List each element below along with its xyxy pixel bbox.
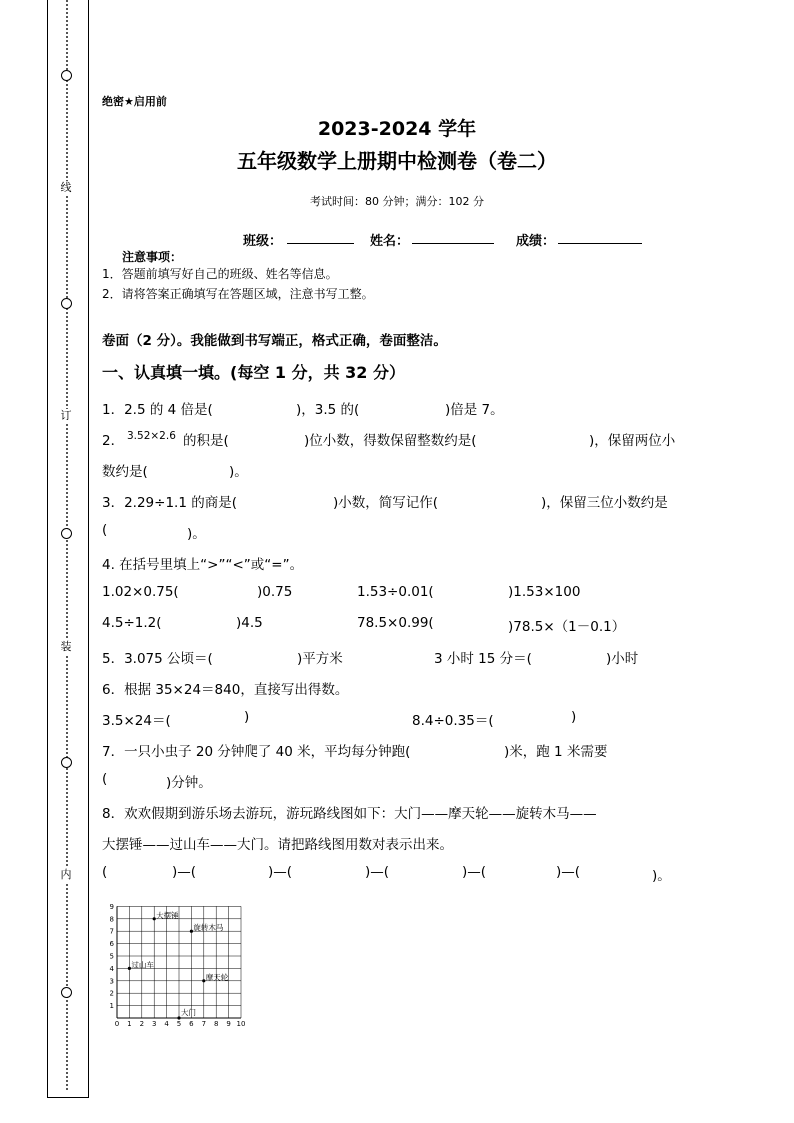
q7-part-b: )米，跑 1 米需要: [504, 744, 608, 760]
binding-char-nei: 内: [58, 868, 74, 882]
q1-part-c: )倍是 7。: [445, 402, 504, 418]
x-tick-label: 4: [164, 1020, 169, 1028]
q8-line2: 大摆锤——过山车——大门。请把路线图用数对表示出来。: [102, 837, 453, 853]
class-field[interactable]: [287, 243, 354, 244]
binding-char-zhuang: 装: [58, 640, 74, 654]
binding-circle: [61, 70, 72, 81]
q4-item: )78.5×（1－0.1）: [508, 619, 626, 635]
route-point-label: 过山车: [131, 960, 154, 970]
page-title-year: 2023-2024 学年: [317, 118, 477, 140]
q1-part-b: )，3.5 的(: [296, 402, 360, 418]
q3-part-c: )，保留三位小数约是: [541, 495, 668, 511]
q2-part-b: )位小数，得数保留整数约是(: [304, 433, 477, 449]
q4-stem: 4. 在括号里填上“>”“<”或“=”。: [102, 557, 304, 573]
q8-blank: )—(: [365, 864, 390, 880]
name-field[interactable]: [412, 243, 494, 244]
note-item: 2．请将答案正确填写在答题区域，注意书写工整。: [102, 287, 374, 301]
y-tick-label: 9: [109, 902, 114, 911]
binding-char-ding: 订: [58, 409, 74, 423]
q2-part-c: )，保留两位小: [589, 433, 676, 449]
q6-item: 8.4÷0.35＝(: [412, 713, 494, 729]
q2-number: 2．: [102, 433, 125, 449]
route-point-label: 摩天轮: [205, 972, 229, 982]
binding-circle: [61, 528, 72, 539]
q1-part-a: 1．2.5 的 4 倍是(: [102, 402, 213, 418]
x-tick-label: 8: [213, 1020, 219, 1028]
q8-line1: 8．欢欢假期到游乐场去游玩，游玩路线图如下：大门——摩天轮——旋转木马——: [102, 806, 597, 822]
q3-part-e: )。: [187, 526, 206, 542]
q8-blank: )。: [652, 868, 671, 884]
score-field[interactable]: [558, 243, 642, 244]
q7-part-d: )分钟。: [166, 775, 212, 791]
y-tick-label: 4: [109, 964, 114, 973]
route-point-label: 大门: [181, 1008, 196, 1017]
binding-circle: [61, 298, 72, 309]
score-label: 成绩：: [516, 234, 556, 249]
q7-part-c: (: [102, 771, 108, 787]
y-tick-label: 2: [109, 989, 114, 998]
name-label: 姓名：: [370, 234, 410, 249]
q8-blank: )—(: [172, 864, 197, 880]
binding-circle: [61, 987, 72, 998]
q4-item: 78.5×0.99(: [357, 615, 434, 631]
y-tick-label: 7: [109, 927, 114, 936]
q4-item: 4.5÷1.2(: [102, 615, 162, 631]
x-tick-label: 1: [127, 1020, 132, 1028]
neatness-note: 卷面（2 分）。我能做到书写端正，格式正确，卷面整洁。: [102, 333, 447, 349]
secret-label: 绝密★启用前: [102, 95, 167, 108]
binding-char-xian: 线: [58, 181, 74, 195]
y-tick-label: 1: [109, 1002, 114, 1011]
q2-part-d: 数约是(: [102, 464, 148, 480]
q3-part-a: 3．2.29÷1.1 的商是(: [102, 495, 237, 511]
x-tick-label: 9: [226, 1020, 231, 1028]
x-tick-label: 5: [176, 1020, 182, 1028]
class-label: 班级：: [243, 234, 283, 249]
note-item: 1．答题前填写好自己的班级、姓名等信息。: [102, 267, 338, 281]
q2-expression: 3.52×2.6: [127, 430, 176, 442]
q8-blank: (: [102, 864, 108, 880]
x-tick-label: 0: [114, 1020, 120, 1028]
notes-heading: 注意事项：: [122, 250, 183, 264]
q5-part-d: )小时: [606, 651, 639, 667]
q5-part-a: 5．3.075 公顷＝(: [102, 651, 213, 667]
q4-item: )0.75: [257, 584, 293, 600]
y-tick-label: 6: [109, 940, 114, 949]
x-tick-label: 3: [151, 1020, 157, 1028]
exam-info: 考试时间：80 分钟；满分：102 分: [310, 195, 484, 208]
q3-part-d: (: [102, 522, 108, 538]
q3-part-b: )小数，简写记作(: [333, 495, 439, 511]
x-tick-label: 6: [189, 1020, 194, 1028]
q4-item: )4.5: [236, 615, 263, 631]
y-tick-label: 3: [109, 977, 114, 986]
x-tick-label: 10: [236, 1020, 246, 1028]
q2-part-e: )。: [229, 464, 248, 480]
route-point-label: 大摆锤: [156, 910, 179, 920]
q5-part-c: 3 小时 15 分＝(: [434, 651, 532, 667]
q5-part-b: )平方米: [297, 651, 343, 667]
q4-item: )1.53×100: [508, 584, 581, 600]
route-point-label: 旋转木马: [193, 923, 224, 933]
x-tick-label: 2: [139, 1020, 145, 1028]
q8-blank: )—(: [556, 864, 581, 880]
q8-blank: )—(: [462, 864, 487, 880]
y-tick-label: 8: [109, 915, 114, 924]
q6-item: ): [244, 709, 250, 725]
route-map-chart: [100, 890, 260, 1035]
section-title: 一、认真填一填。(每空 1 分，共 32 分）: [102, 363, 405, 382]
q2-part-a: 的积是(: [183, 433, 229, 449]
page-title: 五年级数学上册期中检测卷（卷二）: [237, 149, 557, 173]
q6-stem: 6．根据 35×24＝840，直接写出得数。: [102, 682, 349, 698]
q6-item: 3.5×24＝(: [102, 713, 171, 729]
y-tick-label: 5: [109, 952, 114, 961]
binding-circle: [61, 757, 72, 768]
x-tick-label: 7: [201, 1020, 207, 1028]
q8-blank: )—(: [268, 864, 293, 880]
q4-item: 1.53÷0.01(: [357, 584, 434, 600]
q7-part-a: 7．一只小虫子 20 分钟爬了 40 米，平均每分钟跑(: [102, 744, 411, 760]
q4-item: 1.02×0.75(: [102, 584, 179, 600]
q6-item: ): [571, 709, 577, 725]
